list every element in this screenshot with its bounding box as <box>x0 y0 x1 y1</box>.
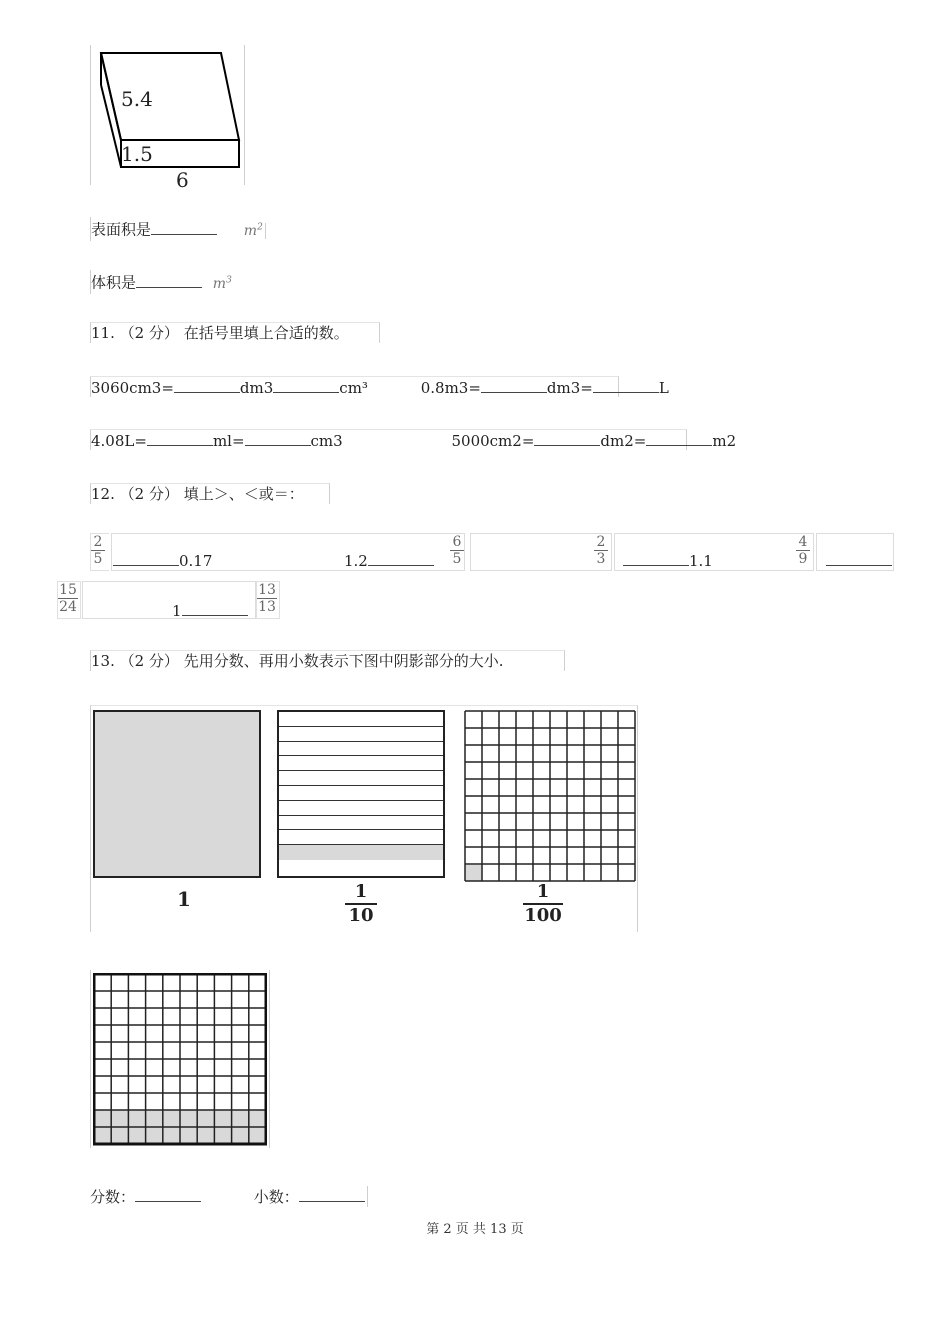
prism-width-label: 6 <box>176 168 189 192</box>
example-whole-label: 1 <box>177 887 191 911</box>
q12-blank[interactable] <box>182 600 248 616</box>
q11-title: 11. （2 分） 在括号里填上合适的数。 <box>90 322 380 343</box>
example-hundredths-grid <box>464 710 636 882</box>
answer-fraction-label: 分数： <box>90 1188 136 1206</box>
volume-label: 体积是 <box>91 273 137 292</box>
volume-line <box>90 270 232 294</box>
q12-fraction-1: 2 5 <box>91 535 105 566</box>
question-grid <box>93 973 267 1147</box>
q12-blank[interactable] <box>113 550 179 566</box>
example-tenths-label: 1 10 <box>343 882 379 926</box>
q11-blank[interactable] <box>481 377 547 393</box>
q13-question-figure <box>90 970 270 1148</box>
q13-title: 13. （2 分） 先用分数、再用小数表示下图中阴影部分的大小. <box>90 650 565 671</box>
q13-answer-line <box>90 1186 368 1207</box>
q12-blank[interactable] <box>826 550 892 566</box>
q12-row1-box3 <box>470 533 612 571</box>
example-tenths-square <box>277 710 445 878</box>
q11-blank[interactable] <box>174 377 240 393</box>
surface-area-line <box>90 217 266 241</box>
example-whole-square <box>93 710 261 878</box>
q11-row2: 4.08L= ml= cm3 5000cm2= dm2= m2 <box>90 429 687 450</box>
answer-fraction-blank[interactable] <box>135 1186 201 1202</box>
surface-unit: $m^2$ <box>244 223 266 239</box>
q12-compare-4 <box>826 550 892 571</box>
surface-area-label: 表面积是 <box>91 220 152 239</box>
q12-compare-2: 1.2 <box>344 550 434 571</box>
q12-fraction-6: 13 13 <box>258 582 276 615</box>
q12-title: 12. （2 分） 填上＞、＜或＝： <box>90 483 330 504</box>
volume-unit: $m^3$ <box>212 275 232 292</box>
volume-blank[interactable] <box>136 272 202 288</box>
q11-blank[interactable] <box>245 430 311 446</box>
q11-blank[interactable] <box>534 430 600 446</box>
surface-area-blank[interactable] <box>151 219 217 235</box>
q12-fraction-4: 4 9 <box>796 535 810 566</box>
q11-blank[interactable] <box>593 377 659 393</box>
q12-fraction-2: 6 5 <box>450 535 464 566</box>
q12-compare-1: 0.17 <box>113 550 212 571</box>
example-hundredths-label: 1 100 <box>524 881 562 926</box>
answer-decimal-blank[interactable] <box>299 1186 365 1202</box>
q12-compare-3: 1.1 <box>623 550 713 571</box>
q11-blank[interactable] <box>646 430 712 446</box>
q11-row1: 3060cm3= dm3 cm³ 0.8m3= dm3= L <box>90 376 619 397</box>
q12-blank[interactable] <box>368 550 434 566</box>
prism-figure <box>90 45 245 192</box>
q13-examples <box>90 705 638 932</box>
page-footer: 第 2 页 共 13 页 <box>426 1222 524 1237</box>
answer-decimal-label: 小数： <box>253 1188 299 1206</box>
q11-blank[interactable] <box>273 377 339 393</box>
q12-blank[interactable] <box>623 550 689 566</box>
q12-compare-5: 1 <box>172 600 248 621</box>
q12-fraction-5: 15 24 <box>59 582 77 615</box>
prism-top-label: 5.4 <box>121 87 153 111</box>
prism-drawing <box>91 45 244 185</box>
q11-blank[interactable] <box>147 430 213 446</box>
prism-height-label: 1.5 <box>121 142 153 166</box>
q12-fraction-3: 2 3 <box>594 535 608 566</box>
